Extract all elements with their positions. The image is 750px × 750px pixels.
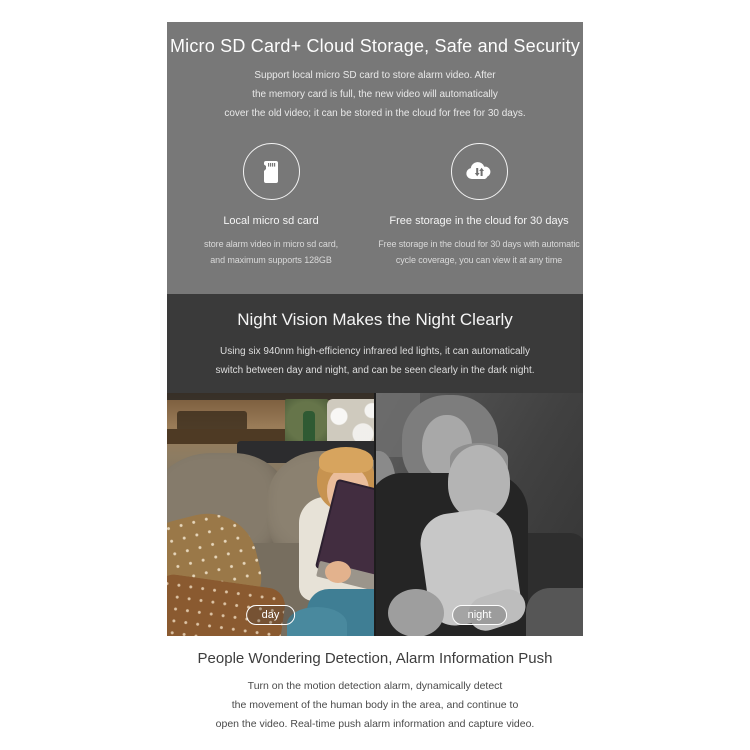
feature-label: Free storage in the cloud for 30 days bbox=[389, 215, 569, 227]
storage-section bbox=[167, 22, 583, 294]
feature-detail-line: store alarm video in micro sd card, bbox=[203, 239, 339, 249]
feature-detail bbox=[375, 236, 583, 268]
feature-detail bbox=[167, 236, 375, 268]
detection-description-line: Turn on the motion detection alarm, dynamically detect bbox=[247, 680, 503, 692]
storage-description-line: the memory card is full, the new video will automatically bbox=[252, 89, 498, 100]
micro-sd-card-icon bbox=[243, 143, 300, 200]
micro-sd-card-glyph bbox=[256, 157, 286, 187]
baby-face bbox=[448, 445, 510, 519]
storage-title: Micro SD Card+ Cloud Storage, Safe and Security bbox=[169, 36, 581, 56]
child-knee bbox=[287, 607, 347, 636]
storage-description bbox=[167, 66, 583, 123]
foot-blob bbox=[388, 589, 444, 636]
product-banner bbox=[167, 22, 583, 636]
detection-section bbox=[0, 650, 750, 734]
child-hand bbox=[325, 561, 351, 583]
feature-cloud-storage bbox=[375, 143, 583, 268]
storage-description-line: Support local micro SD card to store alarm video. After bbox=[254, 70, 496, 81]
detection-description-line: open the video. Real-time push alarm information and capture video. bbox=[215, 718, 535, 730]
feature-detail-line: Free storage in the cloud for 30 days with automatic bbox=[378, 239, 580, 249]
night-couch-arm bbox=[526, 588, 583, 636]
night-vision-title: Night Vision Makes the Night Clearly bbox=[237, 310, 513, 329]
kitchen-items bbox=[177, 411, 247, 431]
night-label-button[interactable]: night bbox=[452, 605, 508, 625]
night-vision-description bbox=[167, 342, 583, 380]
feature-detail-line: cycle coverage, you can view it at any time bbox=[395, 255, 563, 265]
feature-detail-line: and maximum supports 128GB bbox=[210, 255, 332, 265]
cloud-sync-icon bbox=[451, 143, 508, 200]
detection-description bbox=[0, 677, 750, 734]
day-label-button[interactable]: day bbox=[246, 605, 296, 625]
storage-features bbox=[167, 143, 583, 268]
storage-description-line: cover the old video; it can be stored in the cloud for free for 30 days. bbox=[224, 108, 526, 119]
night-photo-half bbox=[376, 393, 583, 636]
night-description-line: Using six 940nm high-efficiency infrared led lights, it can automatically bbox=[220, 346, 530, 357]
day-night-comparison-photo bbox=[167, 393, 583, 636]
night-description-line: switch between day and night, and can be seen clearly in the dark night. bbox=[215, 365, 535, 376]
feature-local-sd-card bbox=[167, 143, 375, 268]
detection-title: People Wondering Detection, Alarm Information Push bbox=[197, 650, 553, 667]
night-vision-section bbox=[167, 294, 583, 636]
detection-description-line: the movement of the human body in the area, and continue to bbox=[231, 699, 519, 711]
day-photo-half bbox=[167, 393, 374, 636]
child-hair-fringe bbox=[319, 447, 373, 473]
feature-label: Local micro sd card bbox=[223, 215, 319, 227]
cloud-sync-glyph bbox=[462, 155, 496, 189]
